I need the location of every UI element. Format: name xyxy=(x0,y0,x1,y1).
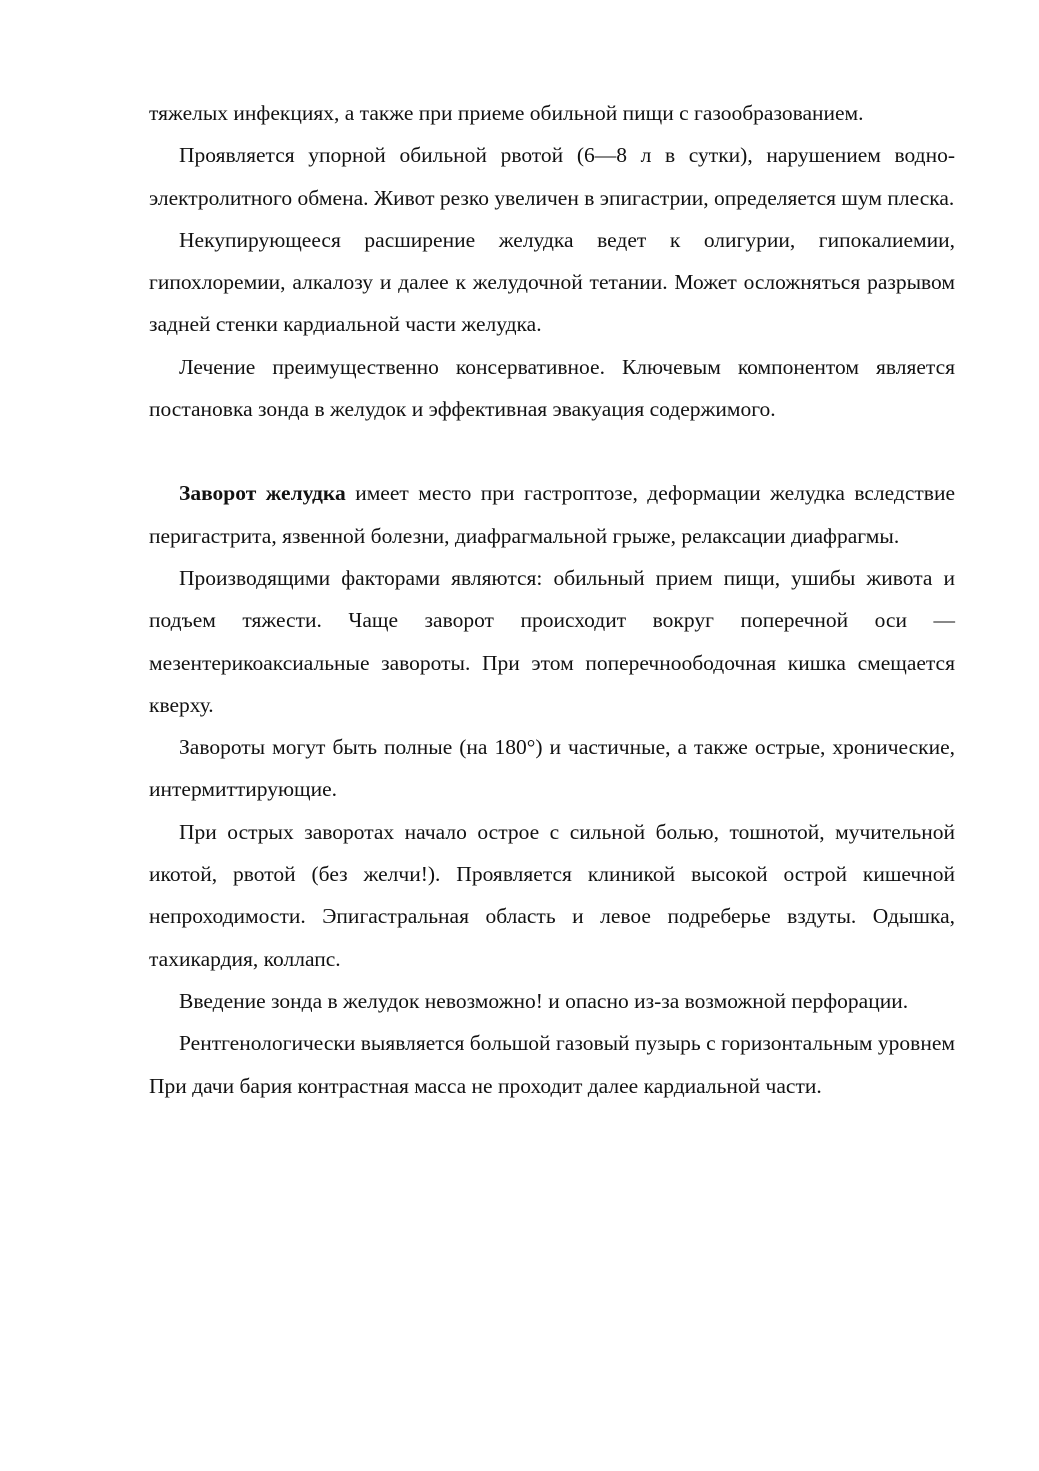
paragraph-symptoms: Проявляется упорной обильной рвотой (6—8 л в сутки), нарушением водно-электролитного обмена. Живот резко увеличен в эпигастрии, определяется шум плеска. xyxy=(149,143,955,210)
paragraph-treatment: Лечение преимущественно консервативное. Ключевым компонентом является постановка зонда в желудок и эффективная эвакуация содержимого. xyxy=(149,354,955,422)
paragraph-acute-clinic: При острых заворотах начало острое с сильной болью, тошнотой, мучительной икотой, рвотой (без желчи!). Проявляется клиникой высокой острой кишечной непроходимости. Эпигастральная область и левое подреберье вздуты. Одышка, тахикардия, коллапс. xyxy=(149,819,955,971)
term-volvulus-heading: Заворот желудка xyxy=(179,481,346,506)
paragraph-complications: Некупирующееся расширение желудка ведет к олигурии, гипокалиемии, гипохлоремии, алкалозу и далее к желудочной тетании. Может осложняться разрывом задней стенки кардиальной части желудка. xyxy=(149,227,955,337)
paragraph-causes: Производящими факторами являются: обильный прием пищи, ушибы живота и подъем тяжести. Чаще заворот происходит вокруг поперечной оси — мезентерикоаксиальные завороты. При этом поперечноободочная кишка смещается кверху. xyxy=(149,565,955,717)
paragraph-volvulus-intro-text: имеет место при гастроптозе, деформации желудка вследствие перигастрита, язвенной болезни, диафрагмальной грыже, релаксации диафрагмы. xyxy=(149,481,955,548)
paragraph-radiology: Рентгенологически выявляется большой газовый пузырь с горизонтальным уровнем При дачи бария контрастная масса не проходит далее кардиальной части. xyxy=(149,1031,955,1098)
paragraph-probe-warning: Введение зонда в желудок невозможно! и опасно из-за возможной перфорации. xyxy=(179,988,909,1013)
document-page xyxy=(149,92,955,1107)
paragraph-continuation: тяжелых инфекциях, а также при приеме обильной пищи с газообразованием. xyxy=(149,101,864,125)
paragraph-types: Завороты могут быть полные (на 180°) и частичные, а также острые, хронические, интермиттирующие. xyxy=(149,735,955,802)
paragraph-volvulus-intro xyxy=(149,472,955,557)
